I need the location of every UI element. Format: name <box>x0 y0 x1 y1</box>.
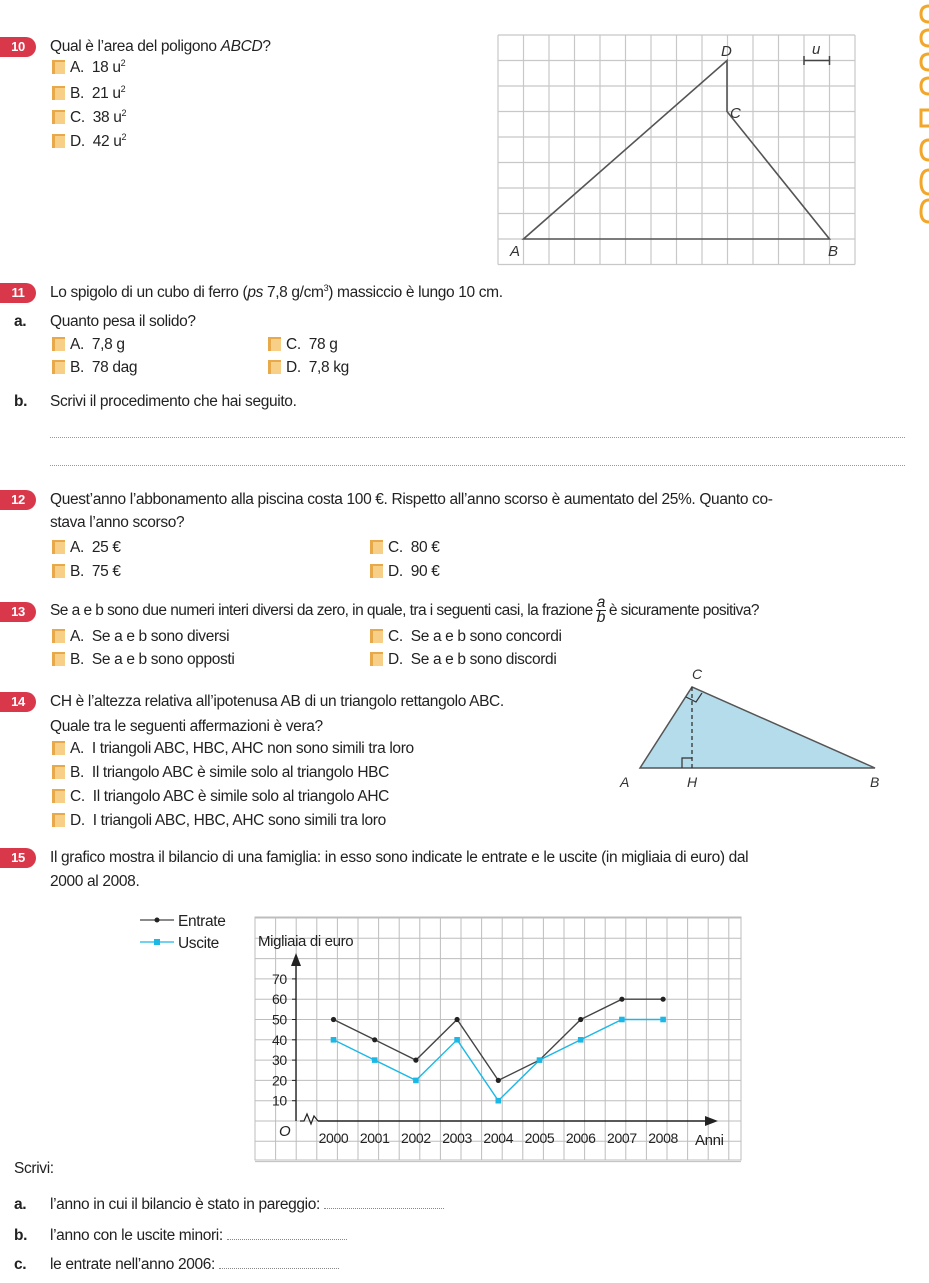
option-c[interactable]: C. 80 € <box>370 539 440 557</box>
legend-line-icon <box>140 915 174 925</box>
vertex-label-a: A <box>620 774 629 790</box>
y-tick-label: 30 <box>272 1052 287 1069</box>
subquestion-a: a. Quanto pesa il solido? <box>14 313 196 330</box>
x-tick-label: 2006 <box>565 1130 596 1146</box>
checkbox[interactable] <box>52 741 65 755</box>
question-number-badge: 13 <box>0 602 36 622</box>
x-tick-label: 2001 <box>359 1130 390 1146</box>
x-tick-label: 2005 <box>524 1130 555 1146</box>
option-b[interactable]: B. Il triangolo ABC è simile solo al triangolo HBC <box>52 764 389 782</box>
checkbox[interactable] <box>52 652 65 666</box>
decorative-side-pattern <box>915 0 929 225</box>
origin-label: O <box>279 1123 291 1140</box>
question-number-badge: 14 <box>0 692 36 712</box>
data-point-uscite <box>496 1098 502 1104</box>
chart-grid <box>255 917 741 1162</box>
vertex-label-b: B <box>828 243 838 260</box>
option-c[interactable]: C. Il triangolo ABC è simile solo al triangolo AHC <box>52 788 389 806</box>
y-tick-label: 70 <box>272 970 287 987</box>
vertex-label-b: B <box>870 774 879 790</box>
y-axis-arrow <box>291 953 301 966</box>
series-line-entrate <box>334 999 664 1080</box>
question-15-text: Il grafico mostra il bilancio di una famiglia: in esso sono indicate le entrate e le uscite (in migliaia di euro) dal <box>50 849 749 866</box>
data-point-uscite <box>660 1017 666 1023</box>
answer-line[interactable] <box>50 437 905 438</box>
checkbox[interactable] <box>52 134 65 148</box>
x-tick-label: 2007 <box>607 1130 637 1146</box>
checkbox[interactable] <box>52 110 65 124</box>
checkbox[interactable] <box>370 652 383 666</box>
option-d[interactable]: D. 42 $u^2$ <box>52 133 126 151</box>
option-a[interactable]: A. I triangoli ABC, HBC, AHC non sono simili tra loro <box>52 740 414 758</box>
question-10-text: Qual è l’area del poligono ABCD? <box>50 38 271 55</box>
y-tick-label: 50 <box>272 1011 287 1028</box>
axis-break <box>300 1114 318 1124</box>
checkbox[interactable] <box>370 629 383 643</box>
checkbox[interactable] <box>52 337 65 351</box>
checkbox[interactable] <box>52 86 65 100</box>
checkbox[interactable] <box>52 765 65 779</box>
question-14-text-cont: Quale tra le seguenti affermazioni è vera? <box>50 718 323 735</box>
legend-uscite: Uscite <box>140 935 219 953</box>
option-a[interactable]: A. Se a e b sono diversi <box>52 628 229 646</box>
answer-blank[interactable] <box>324 1208 444 1209</box>
question-14-text: CH è l’altezza relativa all’ipotenusa AB di un triangolo rettangolo ABC. <box>50 693 504 710</box>
checkbox[interactable] <box>52 629 65 643</box>
option-a[interactable]: A. 18 $u^2$ <box>52 59 125 77</box>
checkbox[interactable] <box>52 60 65 74</box>
option-a[interactable]: A. 25 € <box>52 539 121 557</box>
x-tick-label: 2000 <box>318 1130 349 1146</box>
vertex-label-d: D <box>721 43 732 60</box>
data-point-entrate <box>496 1078 501 1083</box>
data-point-uscite <box>578 1037 584 1043</box>
question-15-text-cont: 2000 al 2008. <box>50 873 140 890</box>
answer-blank[interactable] <box>227 1239 347 1240</box>
option-d[interactable]: D. 7,8 kg <box>268 359 349 377</box>
vertex-label-h: H <box>687 774 697 790</box>
triangle-abc <box>640 687 875 768</box>
question-number-badge: 10 <box>0 37 36 57</box>
option-c[interactable]: C. 38 $u^2$ <box>52 109 126 127</box>
data-point-uscite <box>537 1057 543 1063</box>
question-13-text: Se a e b sono due numeri interi diversi da zero, in quale, tra i seguenti casi, la frazione $\frac{a}{b}$ è sicuramente positiva? <box>50 594 759 627</box>
y-tick-label: 20 <box>272 1072 287 1089</box>
right-triangle-figure <box>610 665 900 795</box>
answer-item-c: c. le entrate nell’anno 2006: <box>14 1256 26 1274</box>
grid-border <box>255 917 741 1160</box>
option-b[interactable]: B. 21 $u^2$ <box>52 85 125 103</box>
option-c[interactable]: C. 78 g <box>268 336 338 354</box>
data-point-entrate <box>413 1058 418 1063</box>
square-grid <box>498 35 855 265</box>
data-point-entrate <box>331 1017 336 1022</box>
option-a[interactable]: A. 7,8 g <box>52 336 125 354</box>
checkbox[interactable] <box>268 360 281 374</box>
x-tick-label: 2002 <box>401 1130 431 1146</box>
fraction-a-over-b: $\frac{a}{b}$ <box>596 594 605 627</box>
checkbox[interactable] <box>52 813 65 827</box>
subquestion-b: b. Scrivi il procedimento che hai seguito. <box>14 393 297 410</box>
unit-label: u <box>812 41 820 58</box>
question-number-badge: 12 <box>0 490 36 510</box>
vertex-label-c: C <box>692 666 702 682</box>
checkbox[interactable] <box>52 540 65 554</box>
option-d[interactable]: D. 90 € <box>370 563 440 581</box>
data-point-entrate <box>578 1017 583 1022</box>
data-point-entrate <box>372 1037 377 1042</box>
polygon-abcd-figure <box>490 28 865 273</box>
question-12-text-cont: stava l’anno scorso? <box>50 514 185 531</box>
option-b[interactable]: B. 78 dag <box>52 359 137 377</box>
x-axis-label: Anni <box>695 1132 724 1149</box>
y-tick-label: 60 <box>272 991 287 1008</box>
vertex-label-c: C <box>730 105 741 122</box>
data-point-uscite <box>331 1037 337 1043</box>
legend-line-icon <box>140 937 174 947</box>
vertex-label-a: A <box>510 243 520 260</box>
data-point-uscite <box>413 1078 419 1084</box>
answer-item-b: b. l’anno con le uscite minori: <box>14 1227 27 1245</box>
y-axis-label: Migliaia di euro <box>258 933 354 950</box>
answer-item-a: a. l’anno in cui il bilancio è stato in pareggio: <box>14 1196 26 1214</box>
question-12-text: Quest’anno l’abbonamento alla piscina costa 100 €. Rispetto all’anno scorso è aumentato del 25%. Quanto co- <box>50 491 773 508</box>
data-point-entrate <box>661 997 666 1002</box>
data-point-uscite <box>372 1057 378 1063</box>
scrivi-label: Scrivi: <box>14 1160 54 1177</box>
data-point-entrate <box>537 1058 542 1063</box>
data-point-uscite <box>454 1037 460 1043</box>
x-axis-arrow <box>705 1116 718 1126</box>
legend-entrate: Entrate <box>140 913 226 931</box>
checkbox[interactable] <box>52 360 65 374</box>
checkbox[interactable] <box>52 789 65 803</box>
question-number-badge: 11 <box>0 283 36 303</box>
y-tick-label: 40 <box>272 1031 287 1048</box>
x-tick-label: 2004 <box>483 1130 514 1146</box>
question-number-badge: 15 <box>0 848 36 868</box>
data-point-entrate <box>455 1017 460 1022</box>
option-d[interactable]: D. I triangoli ABC, HBC, AHC sono simili tra loro <box>52 812 386 830</box>
option-d[interactable]: D. Se a e b sono discordi <box>370 651 556 669</box>
answer-line[interactable] <box>50 465 905 466</box>
checkbox[interactable] <box>268 337 281 351</box>
series-line-uscite <box>334 1020 664 1101</box>
option-b[interactable]: B. Se a e b sono opposti <box>52 651 234 669</box>
option-b[interactable]: B. 75 € <box>52 563 121 581</box>
x-tick-label: 2008 <box>648 1130 678 1146</box>
y-tick-label: 10 <box>272 1092 287 1109</box>
checkbox[interactable] <box>370 540 383 554</box>
data-point-uscite <box>619 1017 625 1023</box>
data-point-entrate <box>619 997 624 1002</box>
checkbox[interactable] <box>370 564 383 578</box>
x-tick-label: 2003 <box>442 1130 472 1146</box>
question-11-text: Lo spigolo di un cubo di ferro (ps 7,8 $g/cm^3$) massiccio è lungo 10 cm. <box>50 282 503 301</box>
checkbox[interactable] <box>52 564 65 578</box>
answer-blank[interactable] <box>219 1268 339 1269</box>
option-c[interactable]: C. Se a e b sono concordi <box>370 628 562 646</box>
